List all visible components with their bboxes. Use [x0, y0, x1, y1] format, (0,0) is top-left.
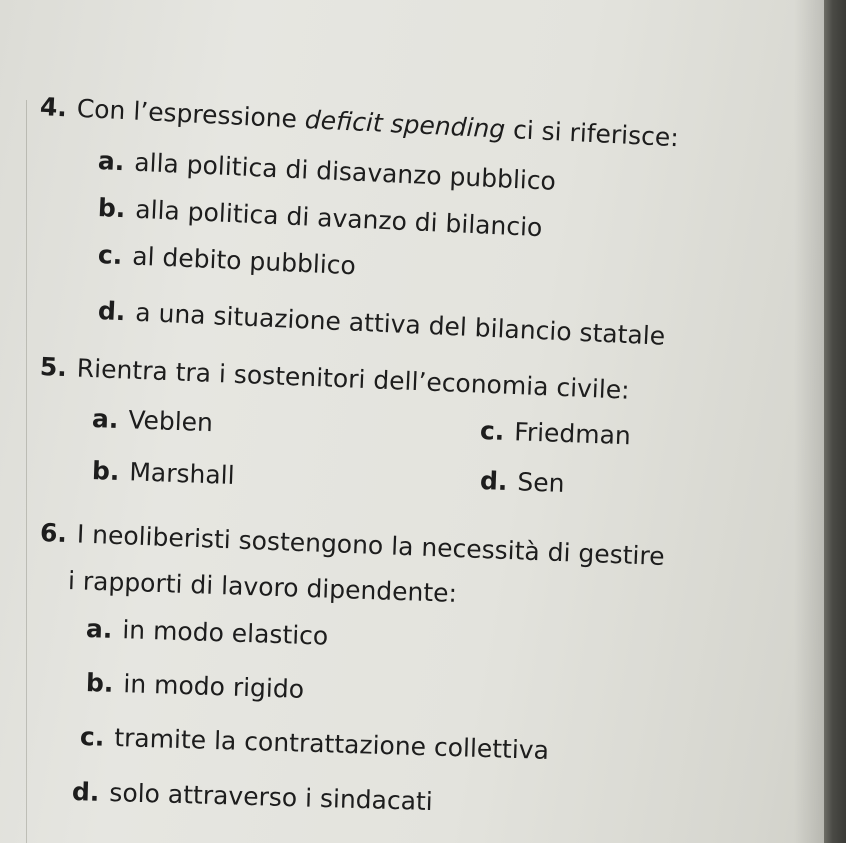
option-6d — [72, 777, 434, 817]
question-6-stem-line2 — [68, 566, 458, 609]
question-text: Rientra tra i sostenitori dell’economia civile: — [76, 353, 631, 405]
option-4c — [97, 240, 356, 281]
book-binding — [824, 0, 846, 843]
option-6c — [80, 722, 550, 766]
option-text: alla politica di avanzo di bilancio — [134, 194, 544, 243]
option-text: Sen — [516, 467, 565, 498]
option-text: al debito pubblico — [131, 241, 357, 281]
option-letter: b. — [85, 668, 114, 698]
option-letter: d. — [97, 296, 127, 327]
page-margin-line — [26, 100, 27, 843]
option-letter: d. — [71, 777, 100, 807]
option-text: Friedman — [513, 417, 632, 451]
question-number: 4. — [39, 92, 68, 123]
binding-shadow — [794, 0, 824, 843]
option-4a — [97, 146, 556, 197]
option-5c — [479, 416, 631, 451]
option-letter: a. — [85, 614, 113, 644]
option-text: solo attraverso i sindacati — [109, 778, 434, 817]
option-letter: a. — [91, 404, 119, 434]
option-text: in modo rigido — [122, 669, 305, 704]
option-text: tramite la contrattazione collettiva — [113, 723, 550, 765]
option-letter: a. — [97, 146, 126, 177]
question-text: ci si riferisce: — [504, 114, 680, 153]
option-letter: c. — [97, 240, 123, 271]
option-text: alla politica di disavanzo pubblico — [133, 147, 557, 196]
option-letter: b. — [91, 456, 120, 486]
question-number: 6. — [39, 518, 68, 549]
option-5a — [91, 404, 213, 438]
question-5-stem — [39, 352, 630, 406]
option-text: Marshall — [128, 457, 236, 490]
question-text: i rapporti di lavoro dipendente: — [67, 566, 458, 608]
question-number: 5. — [39, 352, 68, 383]
option-text: Veblen — [127, 405, 214, 438]
option-letter: c. — [479, 416, 505, 446]
question-text: I neoliberisti sostengono la necessità di gestire — [76, 519, 666, 571]
option-5d — [479, 466, 565, 499]
question-4-stem — [39, 92, 679, 153]
option-6a — [86, 614, 329, 652]
question-text-italic: deficit spending — [304, 104, 506, 144]
question-text: Con l’espressione — [76, 93, 306, 134]
option-text: a una situazione attiva del bilancio statale — [134, 297, 666, 351]
option-5b — [91, 456, 235, 491]
option-letter: b. — [97, 193, 127, 224]
option-letter: c. — [79, 722, 105, 752]
option-4b — [97, 193, 543, 243]
option-6b — [86, 668, 305, 705]
option-letter: d. — [479, 466, 508, 496]
option-text: in modo elastico — [121, 615, 329, 651]
